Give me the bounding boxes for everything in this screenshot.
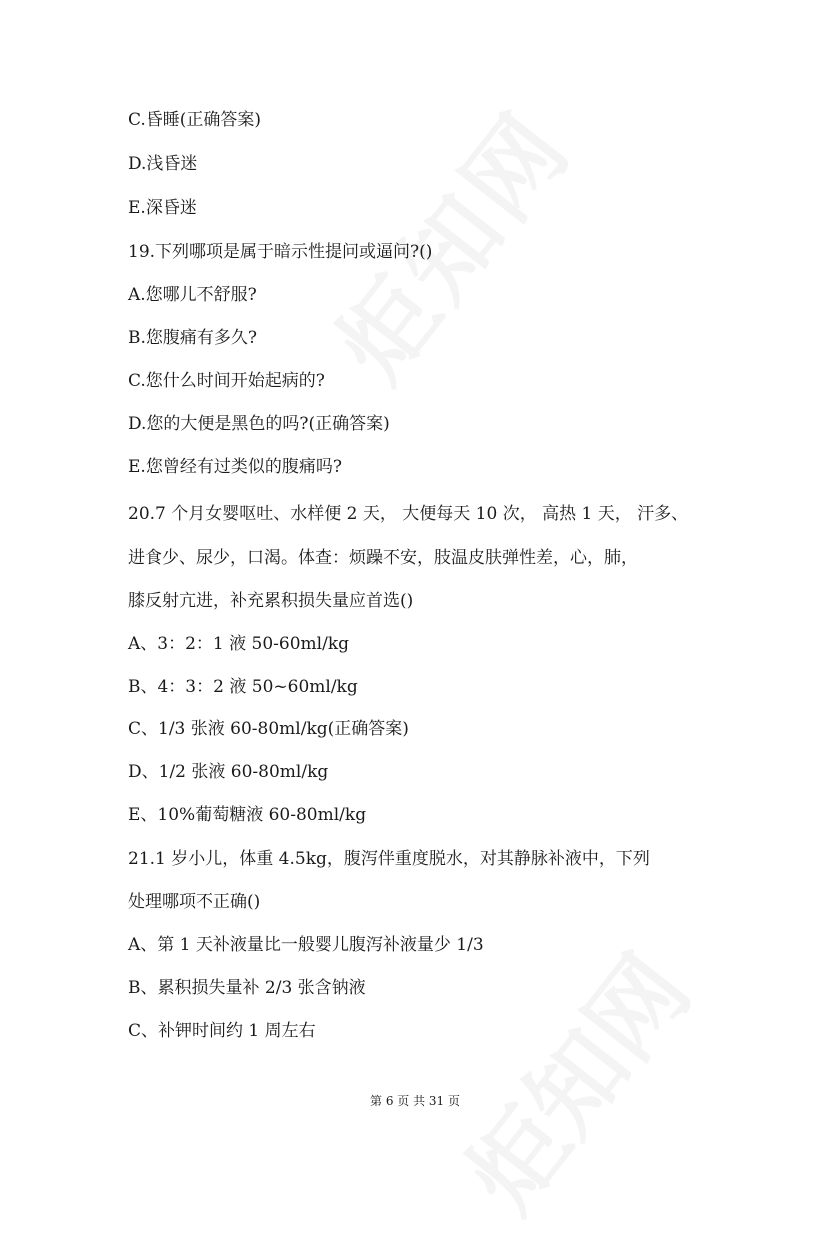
option-line: A、3：2：1 液 50-60ml/kg (128, 634, 350, 654)
page-footer: 第 6 页 共 31 页 (370, 1094, 460, 1108)
option-line: B、4：3：2 液 50~60ml/kg (128, 677, 358, 697)
option-line: B.您腹痛有多久? (128, 328, 258, 348)
question-heading: 21.1 岁小儿，体重 4.5kg，腹泻伴重度脱水，对其静脉补液中，下列 (128, 849, 650, 869)
option-line: C、补钾时间约 1 周左右 (128, 1021, 316, 1041)
option-line: D、1/2 张液 60-80ml/kg (128, 762, 329, 782)
question-text: 膝反射亢进，补充累积损失量应首选() (128, 591, 414, 611)
watermark (430, 923, 715, 1234)
text-line: E.深昏迷 (128, 198, 197, 218)
option-line: E.您曾经有过类似的腹痛吗? (128, 457, 342, 477)
option-line: A.您哪儿不舒服? (128, 285, 257, 305)
option-line: C.您什么时间开始起病的? (128, 371, 325, 391)
option-line: E、10%葡萄糖液 60-80ml/kg (128, 805, 367, 825)
option-line: A、第 1 天补液量比一般婴儿腹泻补液量少 1/3 (128, 935, 484, 955)
question-heading: 19.下列哪项是属于暗示性提问或逼问?() (128, 242, 433, 262)
text-line: D.浅昏迷 (128, 154, 198, 174)
text-line: C.昏睡(正确答案) (128, 110, 262, 130)
option-line: D.您的大便是黑色的吗?(正确答案) (128, 414, 390, 434)
question-text: 处理哪项不正确() (128, 892, 261, 912)
question-heading: 20.7 个月女婴呕吐、水样便 2 天， 大便每天 10 次， 高热 1 天， 汗多、 (128, 504, 689, 524)
question-text: 进食少、尿少，口渴。体查：烦躁不安，肢温皮肤弹性差，心，肺， (128, 548, 638, 568)
option-line: B、累积损失量补 2/3 张含钠液 (128, 978, 366, 998)
option-line: C、1/3 张液 60-80ml/kg(正确答案) (128, 719, 409, 739)
